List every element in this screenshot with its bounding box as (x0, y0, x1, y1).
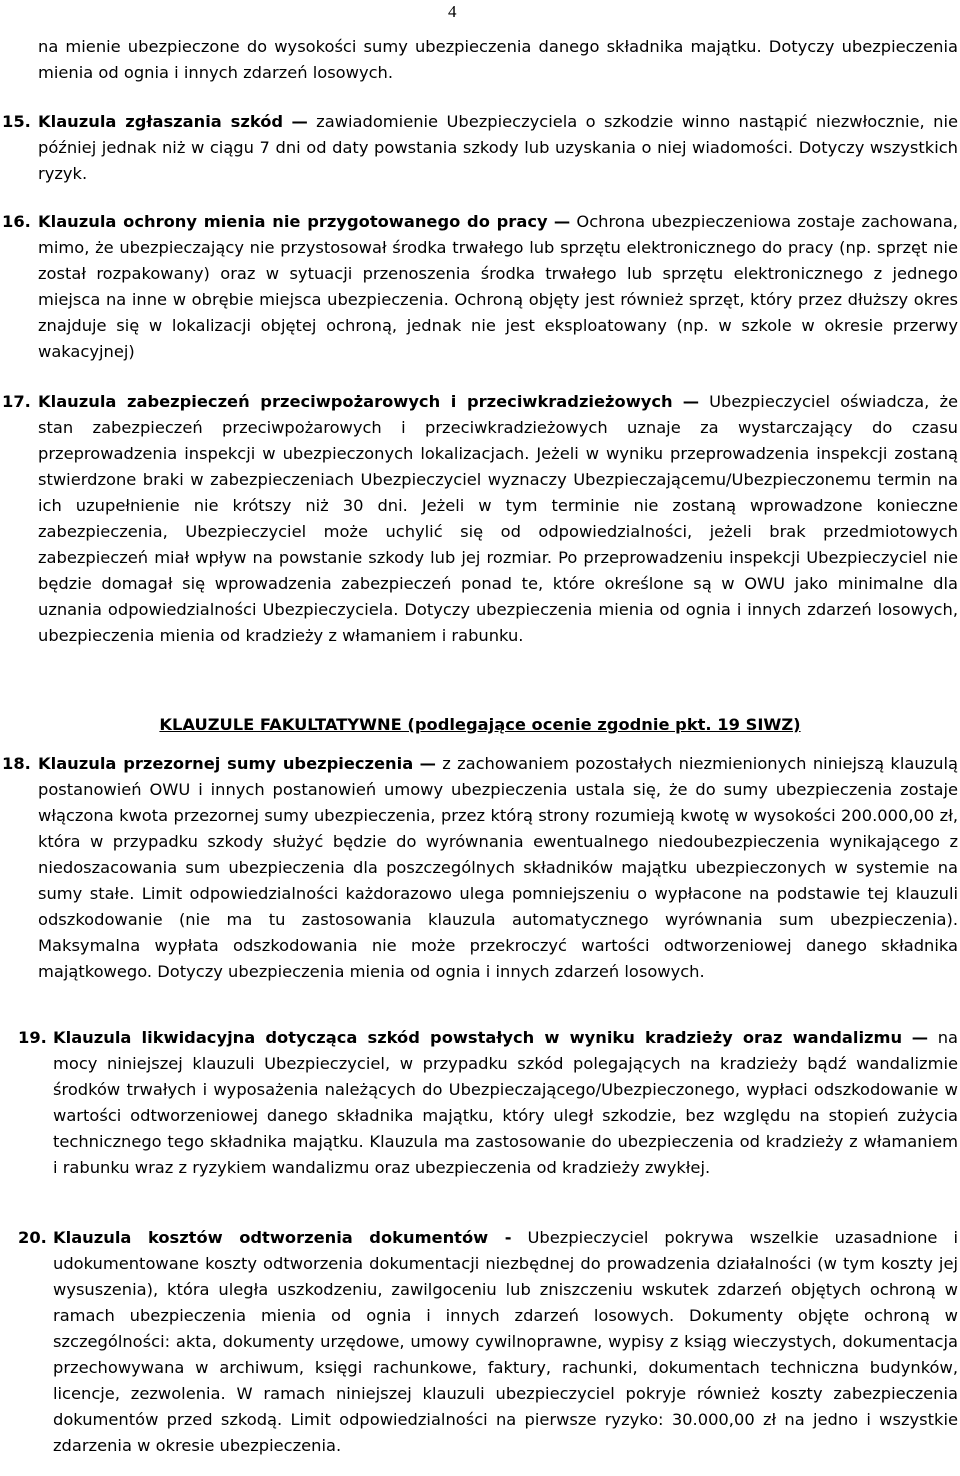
clause-body: Ubezpieczyciel oświadcza, że stan zabezpieczeń przeciwpożarowych i przeciwkradzieżowych uznaje za wystarczający do czasu przeprowadzenia inspekcji w ubezpieczonych lokalizacjach. Jeżeli w wyniku przeprowadzenia inspekcji zostaną stwierdzone braki w zabezpieczeniach Ubezpieczyciel wyznaczy Ubezpieczającemu/Ubezpieczonemu termin na ich uzupełnienie nie krótszy niż 30 dni. Jeżeli w tym terminie nie zostaną wprowadzone konieczne zabezpieczenia, Ubezpieczyciel może uchylić się od odpowiedzialności, jeżeli brak przedmiotowych zabezpieczeń miał wpływ na powstanie szkody lub jej rozmiar. Po przeprowadzeniu inspekcji Ubezpieczyciel nie będzie domagał się wprowadzenia zabezpieczeń ponad te, które określone są w OWU jako minimalne dla uznania odpowiedzialności Ubezpieczyciela. Dotyczy ubezpieczenia mienia od ognia i innych zdarzeń losowych, ubezpieczenia mienia od kradzieży z włamaniem i rabunku. (38, 392, 959, 645)
clause-body: zawiadomienie Ubezpieczyciela o szkodzie winno nastąpić niezwłocznie, nie później jednak niż w ciągu 7 dni od daty powstania szkody lub uzyskania o niej wiadomości. Dotyczy wszystkich ryzyk. (38, 112, 958, 183)
clause-title: Klauzula kosztów odtworzenia dokumentów - (53, 1228, 512, 1247)
clause-title: Klauzula przezornej sumy ubezpieczenia (38, 754, 414, 773)
clause-number: 16. (2, 212, 31, 231)
clause-title: Klauzula zgłaszania szkód (38, 112, 284, 131)
clause-body: Ubezpieczyciel pokrywa wszelkie uzasadnione i udokumentowane koszty odtworzenia dokumentacji niezbędnej do prowadzenia działalności (w tym koszty jej wysuszenia), która uległa uszkodzeniu, zawilgoceniu lub zniszczeniu wskutek zdarzeń objętych ochroną w ramach ubezpieczenia mienia od ognia i innych zdarzeń losowych. Dokumenty objęte ochroną w szczególności: akta, dokumenty urzędowe, umowy cywilnoprawne, wypisy z ksiąg wieczystych, dokumentacja przechowywana w archiwum, księgi rachunkowe, faktury, rachunki, dokumentach techniczna budynków, licencje, zezwolenia. W ramach niniejszej klauzuli ubezpieczyciel pokryje również koszty zabezpieczenia dokumentów przed szkodą. Limit odpowiedzialności na pierwsze ryzyko: 30.000,00 zł na jedno i wszystkie zdarzenia w okresie ubezpieczenia. (53, 1228, 958, 1455)
clause-number: 17. (2, 392, 31, 411)
intro-paragraph (38, 34, 958, 86)
clause-20 (18, 1225, 958, 1459)
page-number: 4 (448, 2, 457, 21)
clause-number: 19. (18, 1028, 47, 1047)
clause-separator: — (553, 212, 571, 231)
section-heading: KLAUZULE FAKULTATYWNE (podlegające ocenie zgodnie pkt. 19 SIWZ) (159, 715, 801, 734)
clause-body: z zachowaniem pozostałych niezmienionych niniejszą klauzulą postanowień OWU i innych postanowień umowy ubezpieczenia ustala się, że do sumy ubezpieczenia zostaje włączona kwota przezornej sumy ubezpieczenia, przez którą strony rozumieją kwotę w wysokości 200.000,00 zł, która w przypadku szkody służyć będzie do wyrównania ewentualnego niedoubezpieczenia wynikającego z niedoszacowania sum ubezpieczenia dla poszczególnych składników majątku ubezpieczonych w systemie na sumy stałe. Limit odpowiedzialności każdorazowo ulega pomniejszeniu o wypłacone na podstawie tej klauzuli odszkodowanie (nie ma tu zastosowania klauzula automatycznego wyrównania sum ubezpieczenia). Maksymalna wypłata odszkodowania nie może przekroczyć wartości odtworzeniowej danego składnika majątkowego. Dotyczy ubezpieczenia mienia od ognia i innych zdarzeń losowych. (38, 754, 959, 981)
clause-separator: — (419, 754, 436, 773)
clause-separator: — (291, 112, 308, 131)
clause-title: Klauzula zabezpieczeń przeciwpożarowych i przeciwkradzieżowych (38, 392, 673, 411)
clause-body: Ochrona ubezpieczeniowa zostaje zachowana, mimo, że ubezpieczający nie przystosował środka trwałego lub sprzętu elektronicznego do pracy (np. sprzęt nie został rozpakowany) oraz w sytuacji przenoszenia środka trwałego lub sprzętu elektronicznego z jednego miejsca na inne w obrębie miejsca ubezpieczenia. Ochroną objęty jest również sprzęt, który przez dłuższy okres znajduje się w lokalizacji objętej ochroną, jednak nie jest eksploatowany (np. w szkole w okresie przerwy wakacyjnej) (38, 212, 958, 361)
intro-text: na mienie ubezpieczone do wysokości sumy ubezpieczenia danego składnika majątku. Dotyczy ubezpieczenia mienia od ognia i innych zdarzeń losowych. (38, 37, 958, 82)
clause-18 (2, 751, 959, 985)
clause-16 (2, 209, 958, 365)
clause-number: 18. (2, 754, 31, 773)
clause-17 (2, 389, 959, 649)
clause-title: Klauzula likwidacyjna dotycząca szkód powstałych w wyniku kradzieży oraz wandalizmu (53, 1028, 903, 1047)
clause-separator: — (911, 1028, 929, 1047)
clause-number: 20. (18, 1228, 47, 1247)
clause-body: na mocy niniejszej klauzuli Ubezpieczyciel, w przypadku szkód polegających na kradzieży bądź wandalizmie środków trwałych i wyposażenia należących do Ubezpieczającego/Ubezpieczonego, wypłaci odszkodowanie w wartości odtworzeniowej danego składnika majątku, który uległ szkodzie, bez względu na stopień zużycia technicznego tego składnika majątku. Klauzula ma zastosowanie do ubezpieczenia od kradzieży z włamaniem i rabunku wraz z ryzykiem wandalizmu oraz ubezpieczenia od kradzieży zwykłej. (53, 1028, 958, 1177)
clause-title: Klauzula ochrony mienia nie przygotowanego do pracy (38, 212, 548, 231)
clause-15 (2, 109, 958, 187)
clause-19 (18, 1025, 958, 1181)
clause-separator: — (682, 392, 700, 411)
clause-number: 15. (2, 112, 31, 131)
